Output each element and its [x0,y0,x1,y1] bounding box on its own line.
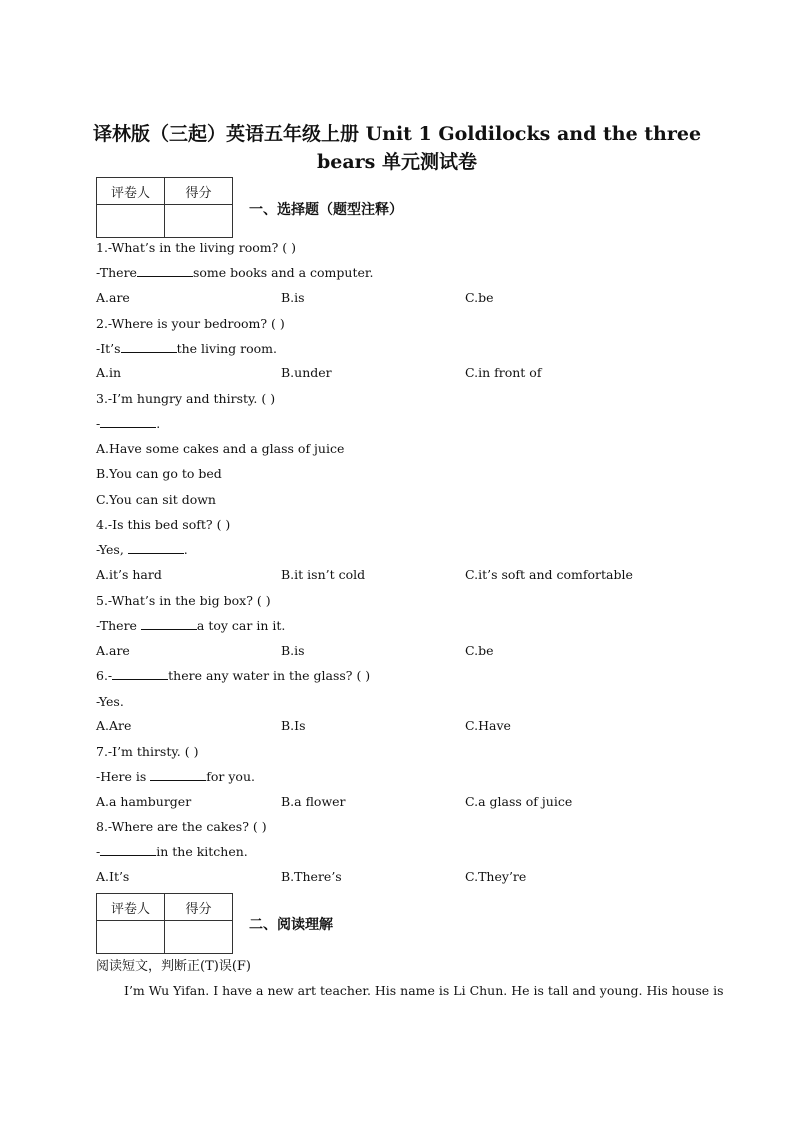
option-4c: C.it’s soft and comfortable [465,567,633,582]
score-header: 得分 [165,178,233,205]
answer-line-6: -Yes. [96,694,124,709]
score-table-2 [96,893,233,954]
answer-line-5: -There a toy car in it. [96,618,286,633]
answer-line-8: - in the kitchen. [96,844,248,859]
question-1: 1.-What’s in the living room? ( ) [96,240,297,255]
option-4a: A.it’s hard [96,567,162,582]
option-5b: B.is [281,643,305,658]
option-8c: C.They’re [465,869,527,884]
score-cell [165,205,233,238]
title-line-1: 译林版（三起）英语五年级上册 Unit 1 Goldilocks and the three [92,123,702,145]
fill-blank[interactable] [100,416,156,428]
grader-cell [97,205,165,238]
question-3: 3.-I’m hungry and thirsty. ( ) [96,391,276,406]
fill-blank[interactable] [141,618,197,630]
option-5a: A.are [96,643,130,658]
fill-blank[interactable] [100,844,156,856]
option-1a: A.are [96,290,130,305]
answer-line-4: -Yes, . [96,542,188,557]
question-2: 2.-Where is your bedroom? ( ) [96,316,285,331]
option-6b: B.Is [281,718,306,733]
question-5: 5.-What’s in the big box? ( ) [96,593,271,608]
option-7c: C.a glass of juice [465,794,573,809]
option-4b: B.it isn’t cold [281,567,366,582]
fill-blank[interactable] [128,542,184,554]
answer-line-7: -Here is for you. [96,769,255,784]
option-5c: C.be [465,643,494,658]
option-2c: C.in front of [465,365,542,380]
section-title-reading: 二、阅读理解 [249,917,333,933]
option-6a: A.Are [96,718,132,733]
question-7: 7.-I’m thirsty. ( ) [96,744,199,759]
option-2a: A.in [96,365,122,380]
score-cell [165,921,233,954]
option-1c: C.be [465,290,494,305]
score-header: 得分 [165,894,233,921]
option-3a: A.Have some cakes and a glass of juice [96,441,345,456]
grader-header: 评卷人 [97,894,165,921]
fill-blank[interactable] [112,668,168,680]
option-1b: B.is [281,290,305,305]
reading-instruction: 阅读短文，判断正(T)误(F) [96,959,251,974]
option-8a: A.It’s [96,869,130,884]
option-8b: B.There’s [281,869,342,884]
title-line-2: bears 单元测试卷 [316,151,477,173]
grader-cell [97,921,165,954]
score-table-1 [96,177,233,238]
option-3c: C.You can sit down [96,492,216,507]
option-7b: B.a flower [281,794,346,809]
option-6c: C.Have [465,718,511,733]
section-title-choice: 一、选择题（题型注释） [249,202,403,218]
answer-line-1: -There some books and a computer. [96,265,374,280]
reading-paragraph: I’m Wu Yifan. I have a new art teacher. His name is Li Chun. He is tall and young. His house is [124,983,724,998]
fill-blank[interactable] [121,341,177,353]
answer-line-3: - . [96,416,161,431]
grader-header: 评卷人 [97,178,165,205]
fill-blank[interactable] [137,265,193,277]
document-title [60,120,734,176]
question-4: 4.-Is this bed soft? ( ) [96,517,231,532]
fill-blank[interactable] [150,769,206,781]
option-3b: B.You can go to bed [96,466,222,481]
option-2b: B.under [281,365,332,380]
question-8: 8.-Where are the cakes? ( ) [96,819,267,834]
question-6: 6.- there any water in the glass? ( ) [96,668,371,683]
answer-line-2: -It’s the living room. [96,341,277,356]
option-7a: A.a hamburger [96,794,192,809]
